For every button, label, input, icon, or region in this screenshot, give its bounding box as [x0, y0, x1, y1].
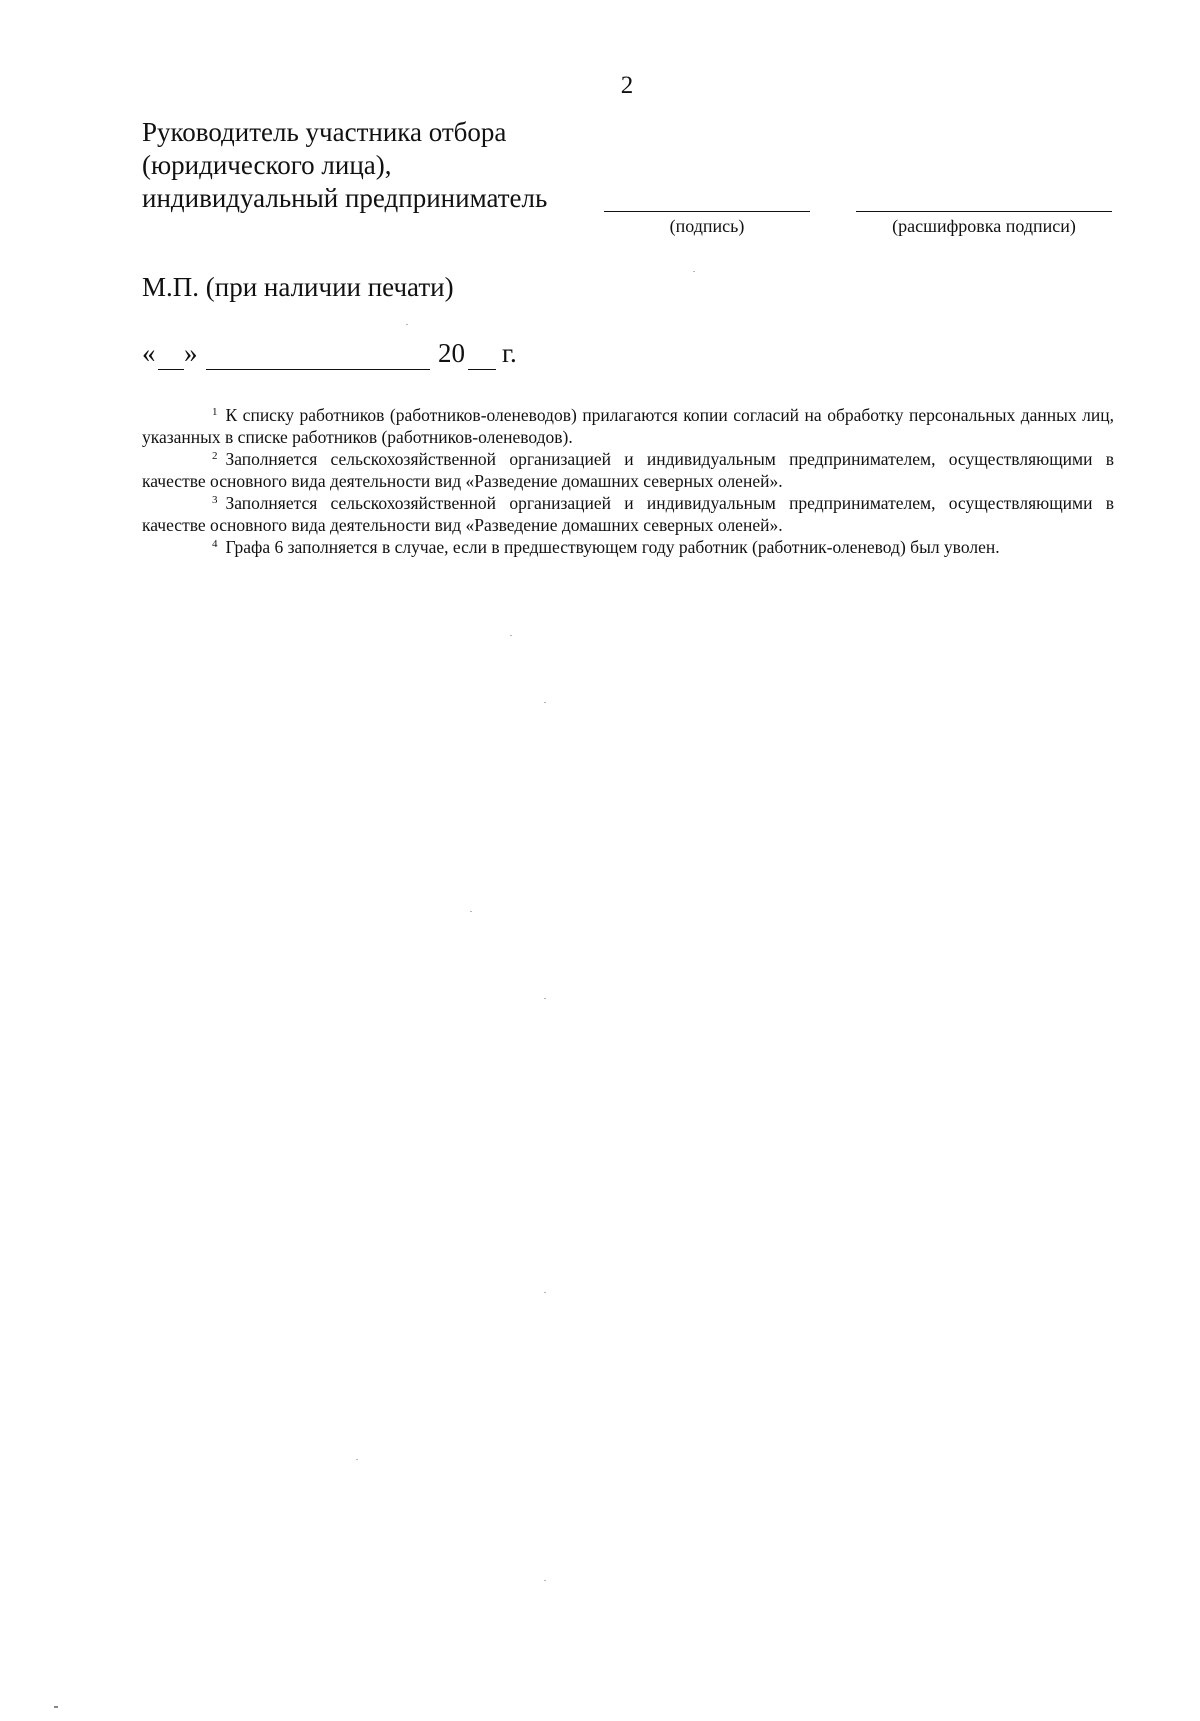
footnote — [142, 404, 1114, 448]
scan-speck — [544, 1580, 546, 1581]
year-blank-line — [468, 369, 496, 370]
scan-speck — [544, 1292, 546, 1293]
scan-speck — [510, 635, 512, 636]
scan-speck — [406, 324, 408, 325]
footnote-marker: 1 — [212, 406, 218, 418]
year-prefix: 20 — [438, 338, 465, 368]
footnote-text: Заполняется сельскохозяйственной организацией и индивидуальным предпринимателем, осуществляющими в качестве основного вида деятельности вид «Разведение домашних северных оленей». — [142, 493, 1114, 535]
footnote-text: Заполняется сельскохозяйственной организацией и индивидуальным предпринимателем, осуществляющими в качестве основного вида деятельности вид «Разведение домашних северных оленей». — [142, 449, 1114, 491]
footnote — [142, 536, 1114, 558]
footnotes-section — [142, 404, 1114, 558]
date-open-quote: « — [142, 338, 156, 368]
page-number: 2 — [620, 72, 634, 99]
scan-speck — [544, 702, 546, 703]
scan-speck — [54, 1706, 58, 1708]
signature-blank-line — [604, 211, 810, 212]
signature-caption: (подпись) — [669, 216, 745, 236]
month-blank-line — [206, 369, 430, 370]
signature-decoding-blank-line — [856, 211, 1112, 212]
footnote-text: К списку работников (работников-оленеводов) прилагаются копии согласий на обработку персональных данных лиц, указанных в списке работников (работников-оленеводов). — [142, 405, 1114, 447]
footnote-text: Графа 6 заполняется в случае, если в предшествующем году работник (работник-оленевод) был уволен. — [225, 537, 1000, 557]
footnote-marker: 4 — [212, 538, 218, 550]
signer-title-line: индивидуальный предприниматель — [142, 183, 548, 213]
scan-speck — [693, 271, 695, 272]
scan-speck — [356, 1459, 358, 1460]
footnote — [142, 492, 1114, 536]
year-suffix: г. — [502, 338, 517, 368]
date-field — [142, 338, 562, 374]
signer-title-line: (юридического лица), — [142, 150, 392, 180]
signature-decoding-caption: (расшифровка подписи) — [892, 216, 1076, 236]
stamp-note: М.П. (при наличии печати) — [142, 272, 454, 302]
footnote — [142, 448, 1114, 492]
scan-speck — [544, 998, 546, 999]
signer-title-block — [142, 116, 612, 215]
date-close-quote: » — [184, 338, 198, 368]
footnote-marker: 2 — [212, 450, 218, 462]
day-blank-line — [158, 369, 184, 370]
scan-speck — [470, 911, 472, 912]
footnote-marker: 3 — [212, 494, 218, 506]
signer-title-line: Руководитель участника отбора — [142, 117, 507, 147]
